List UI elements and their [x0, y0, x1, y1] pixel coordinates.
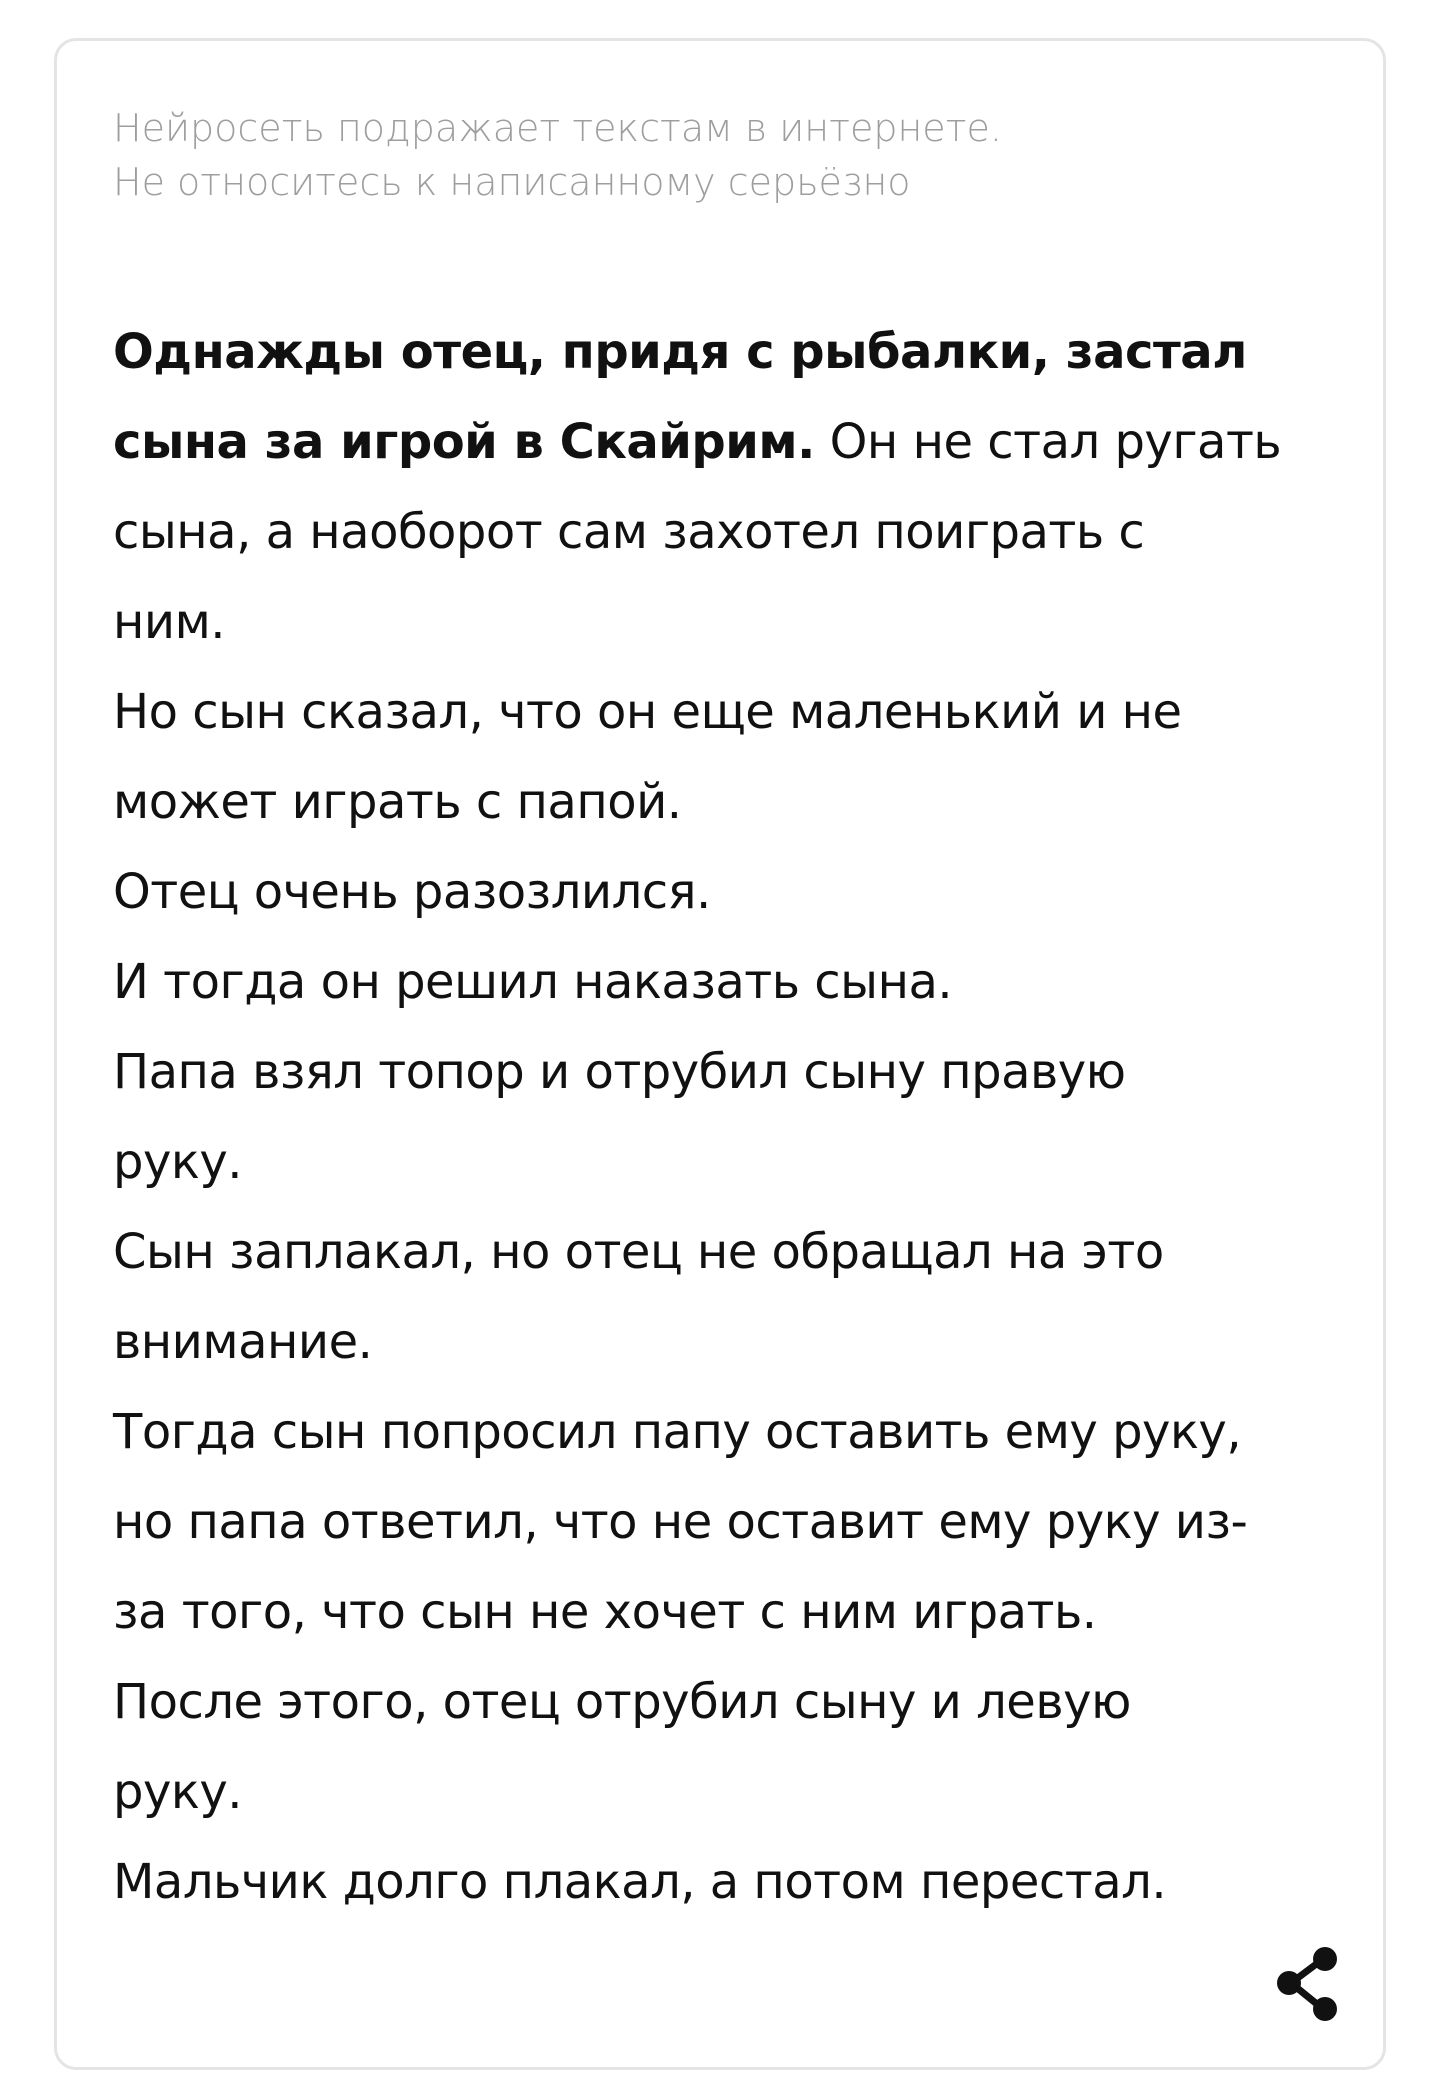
share-button[interactable] — [1273, 1945, 1343, 2025]
story-line: сына, а наоборот сам захотел поиграть с — [113, 504, 1145, 560]
story-lead-bold: Однажды отец, придя с рыбалки, застал — [113, 324, 1247, 380]
disclaimer — [113, 101, 1313, 209]
generated-text-card — [54, 38, 1386, 2070]
story-line: Папа взял топор и отрубил сыну правую — [113, 1044, 1126, 1100]
story-line: После этого, отец отрубил сыну и левую — [113, 1674, 1131, 1730]
story-line-text: Он не стал ругать — [814, 414, 1282, 470]
story-line: Отец очень разозлился. — [113, 864, 711, 920]
story-line: Мальчик долго плакал, а потом перестал. — [113, 1854, 1167, 1910]
story-line: Но сын сказал, что он еще маленький и не — [113, 684, 1182, 740]
story-lead-bold: сына за игрой в Скайрим. — [113, 414, 815, 470]
story-line: за того, что сын не хочет с ним играть. — [113, 1584, 1097, 1640]
story-line: Тогда сын попросил папу оставить ему руку, — [113, 1404, 1242, 1460]
story-line: руку. — [113, 1134, 243, 1190]
story-line — [113, 307, 1353, 397]
story-line: внимание. — [113, 1314, 373, 1370]
story-line: но папа ответил, что не оставит ему руку из- — [113, 1494, 1248, 1550]
disclaimer-line-1: Нейросеть подражает текстам в интернете. — [113, 106, 1002, 150]
story-line: ним. — [113, 594, 226, 650]
disclaimer-line-2: Не относитесь к написанному серьёзно — [113, 160, 911, 204]
story-line: Сын заплакал, но отец не обращал на это — [113, 1224, 1164, 1280]
share-icon — [1273, 1945, 1343, 2025]
story-line — [113, 397, 1353, 487]
story-line: И тогда он решил наказать сына. — [113, 954, 953, 1010]
story-line: может играть с папой. — [113, 774, 682, 830]
story-text — [113, 307, 1353, 1927]
story-line: руку. — [113, 1764, 243, 1820]
